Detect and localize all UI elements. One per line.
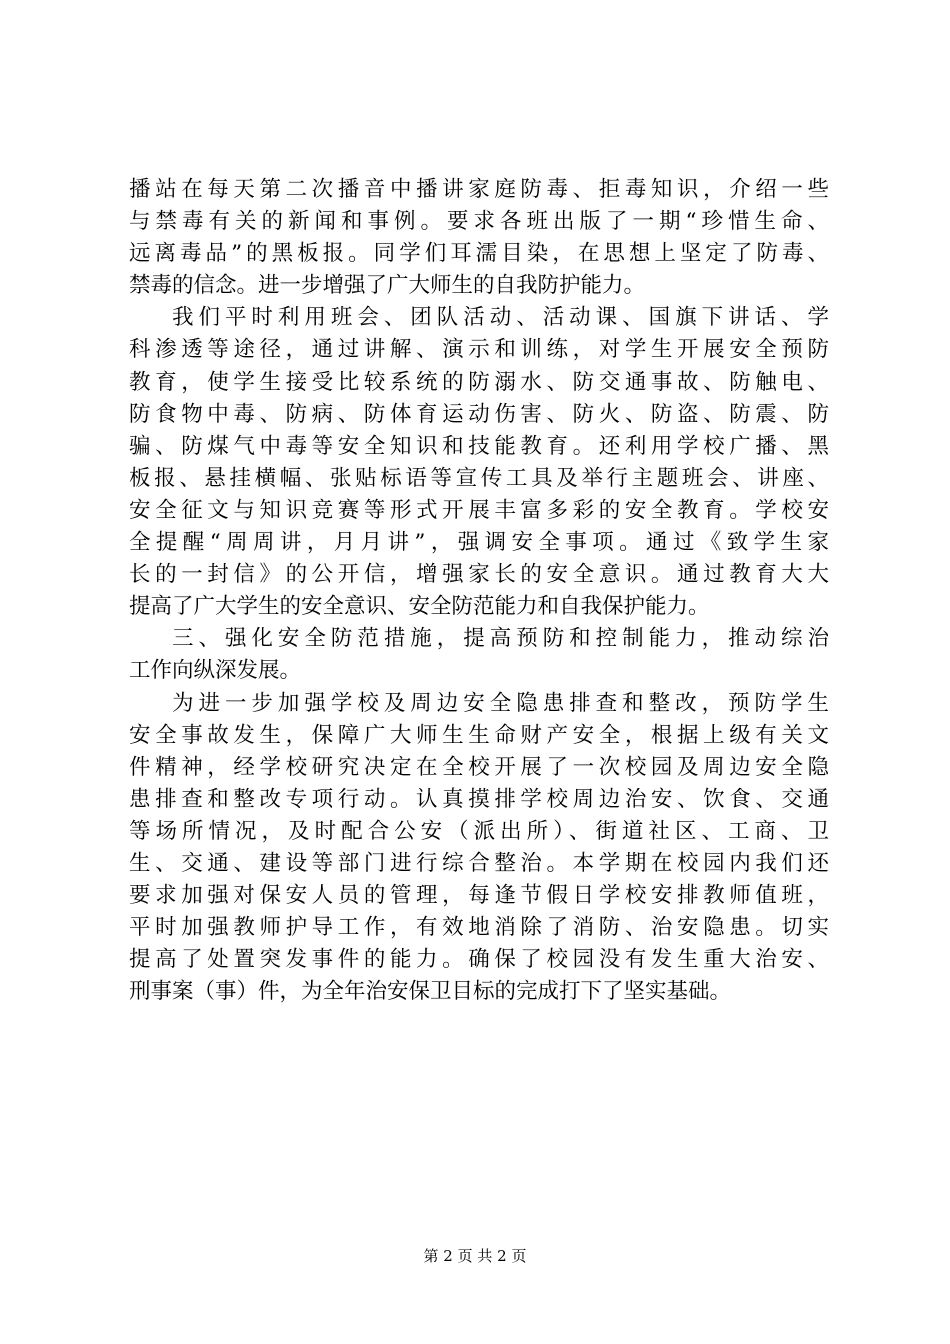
- text-line: 全提醒“周周讲，月月讲”，强调安全事项。通过《致学生家: [129, 530, 829, 556]
- text-line: 科渗透等途径，通过讲解、演示和训练，对学生开展安全预防: [129, 337, 829, 363]
- page-footer: 第 2 页 共 2 页: [423, 1247, 527, 1265]
- text-line: 三、强化安全防范措施，提高预防和控制能力，推动综治: [172, 626, 829, 652]
- text-line: 生、交通、建设等部门进行综合整治。本学期在校园内我们还: [129, 850, 829, 876]
- body-text: [129, 174, 829, 1008]
- text-line: 教育，使学生接受比较系统的防溺水、防交通事故、防触电、: [129, 369, 829, 395]
- text-line: 防食物中毒、防病、防体育运动伤害、防火、防盗、防震、防: [129, 401, 829, 427]
- text-line: 远离毒品”的黑板报。同学们耳濡目染，在思想上坚定了防毒、: [129, 241, 829, 267]
- text-line: 工作向纵深发展。: [129, 658, 302, 684]
- text-line: 板报、悬挂横幅、张贴标语等宣传工具及举行主题班会、讲座、: [129, 465, 829, 491]
- text-line: 等场所情况，及时配合公安（派出所）、街道社区、工商、卫: [129, 818, 829, 844]
- text-line: 安全事故发生，保障广大师生生命财产安全，根据上级有关文: [129, 722, 829, 748]
- text-line: 安全征文与知识竞赛等形式开展丰富多彩的安全教育。学校安: [129, 497, 829, 523]
- text-line: 提高了广大学生的安全意识、安全防范能力和自我保护能力。: [129, 594, 710, 620]
- text-line: 为进一步加强学校及周边安全隐患排查和整改，预防学生: [172, 690, 829, 716]
- text-line: 我们平时利用班会、团队活动、活动课、国旗下讲话、学: [172, 305, 829, 331]
- text-line: 要求加强对保安人员的管理，每逢节假日学校安排教师值班，: [129, 883, 829, 909]
- text-line: 骗、防煤气中毒等安全知识和技能教育。还利用学校广播、黑: [129, 433, 829, 459]
- text-line: 患排查和整改专项行动。认真摸排学校周边治安、饮食、交通: [129, 786, 829, 812]
- text-line: 提高了处置突发事件的能力。确保了校园没有发生重大治安、: [129, 947, 829, 973]
- text-line: 禁毒的信念。进一步增强了广大师生的自我防护能力。: [129, 273, 646, 299]
- text-line: 与禁毒有关的新闻和事例。要求各班出版了一期“珍惜生命、: [129, 209, 829, 235]
- text-line: 件精神，经学校研究决定在全校开展了一次校园及周边安全隐: [129, 754, 829, 780]
- text-line: 长的一封信》的公开信，增强家长的安全意识。通过教育大大: [129, 562, 829, 588]
- text-line: 播站在每天第二次播音中播讲家庭防毒、拒毒知识，介绍一些: [129, 177, 829, 202]
- text-line: 刑事案（事）件，为全年治安保卫目标的完成打下了坚实基础。: [129, 979, 732, 1005]
- text-line: 平时加强教师护导工作，有效地消除了消防、治安隐患。切实: [129, 915, 829, 941]
